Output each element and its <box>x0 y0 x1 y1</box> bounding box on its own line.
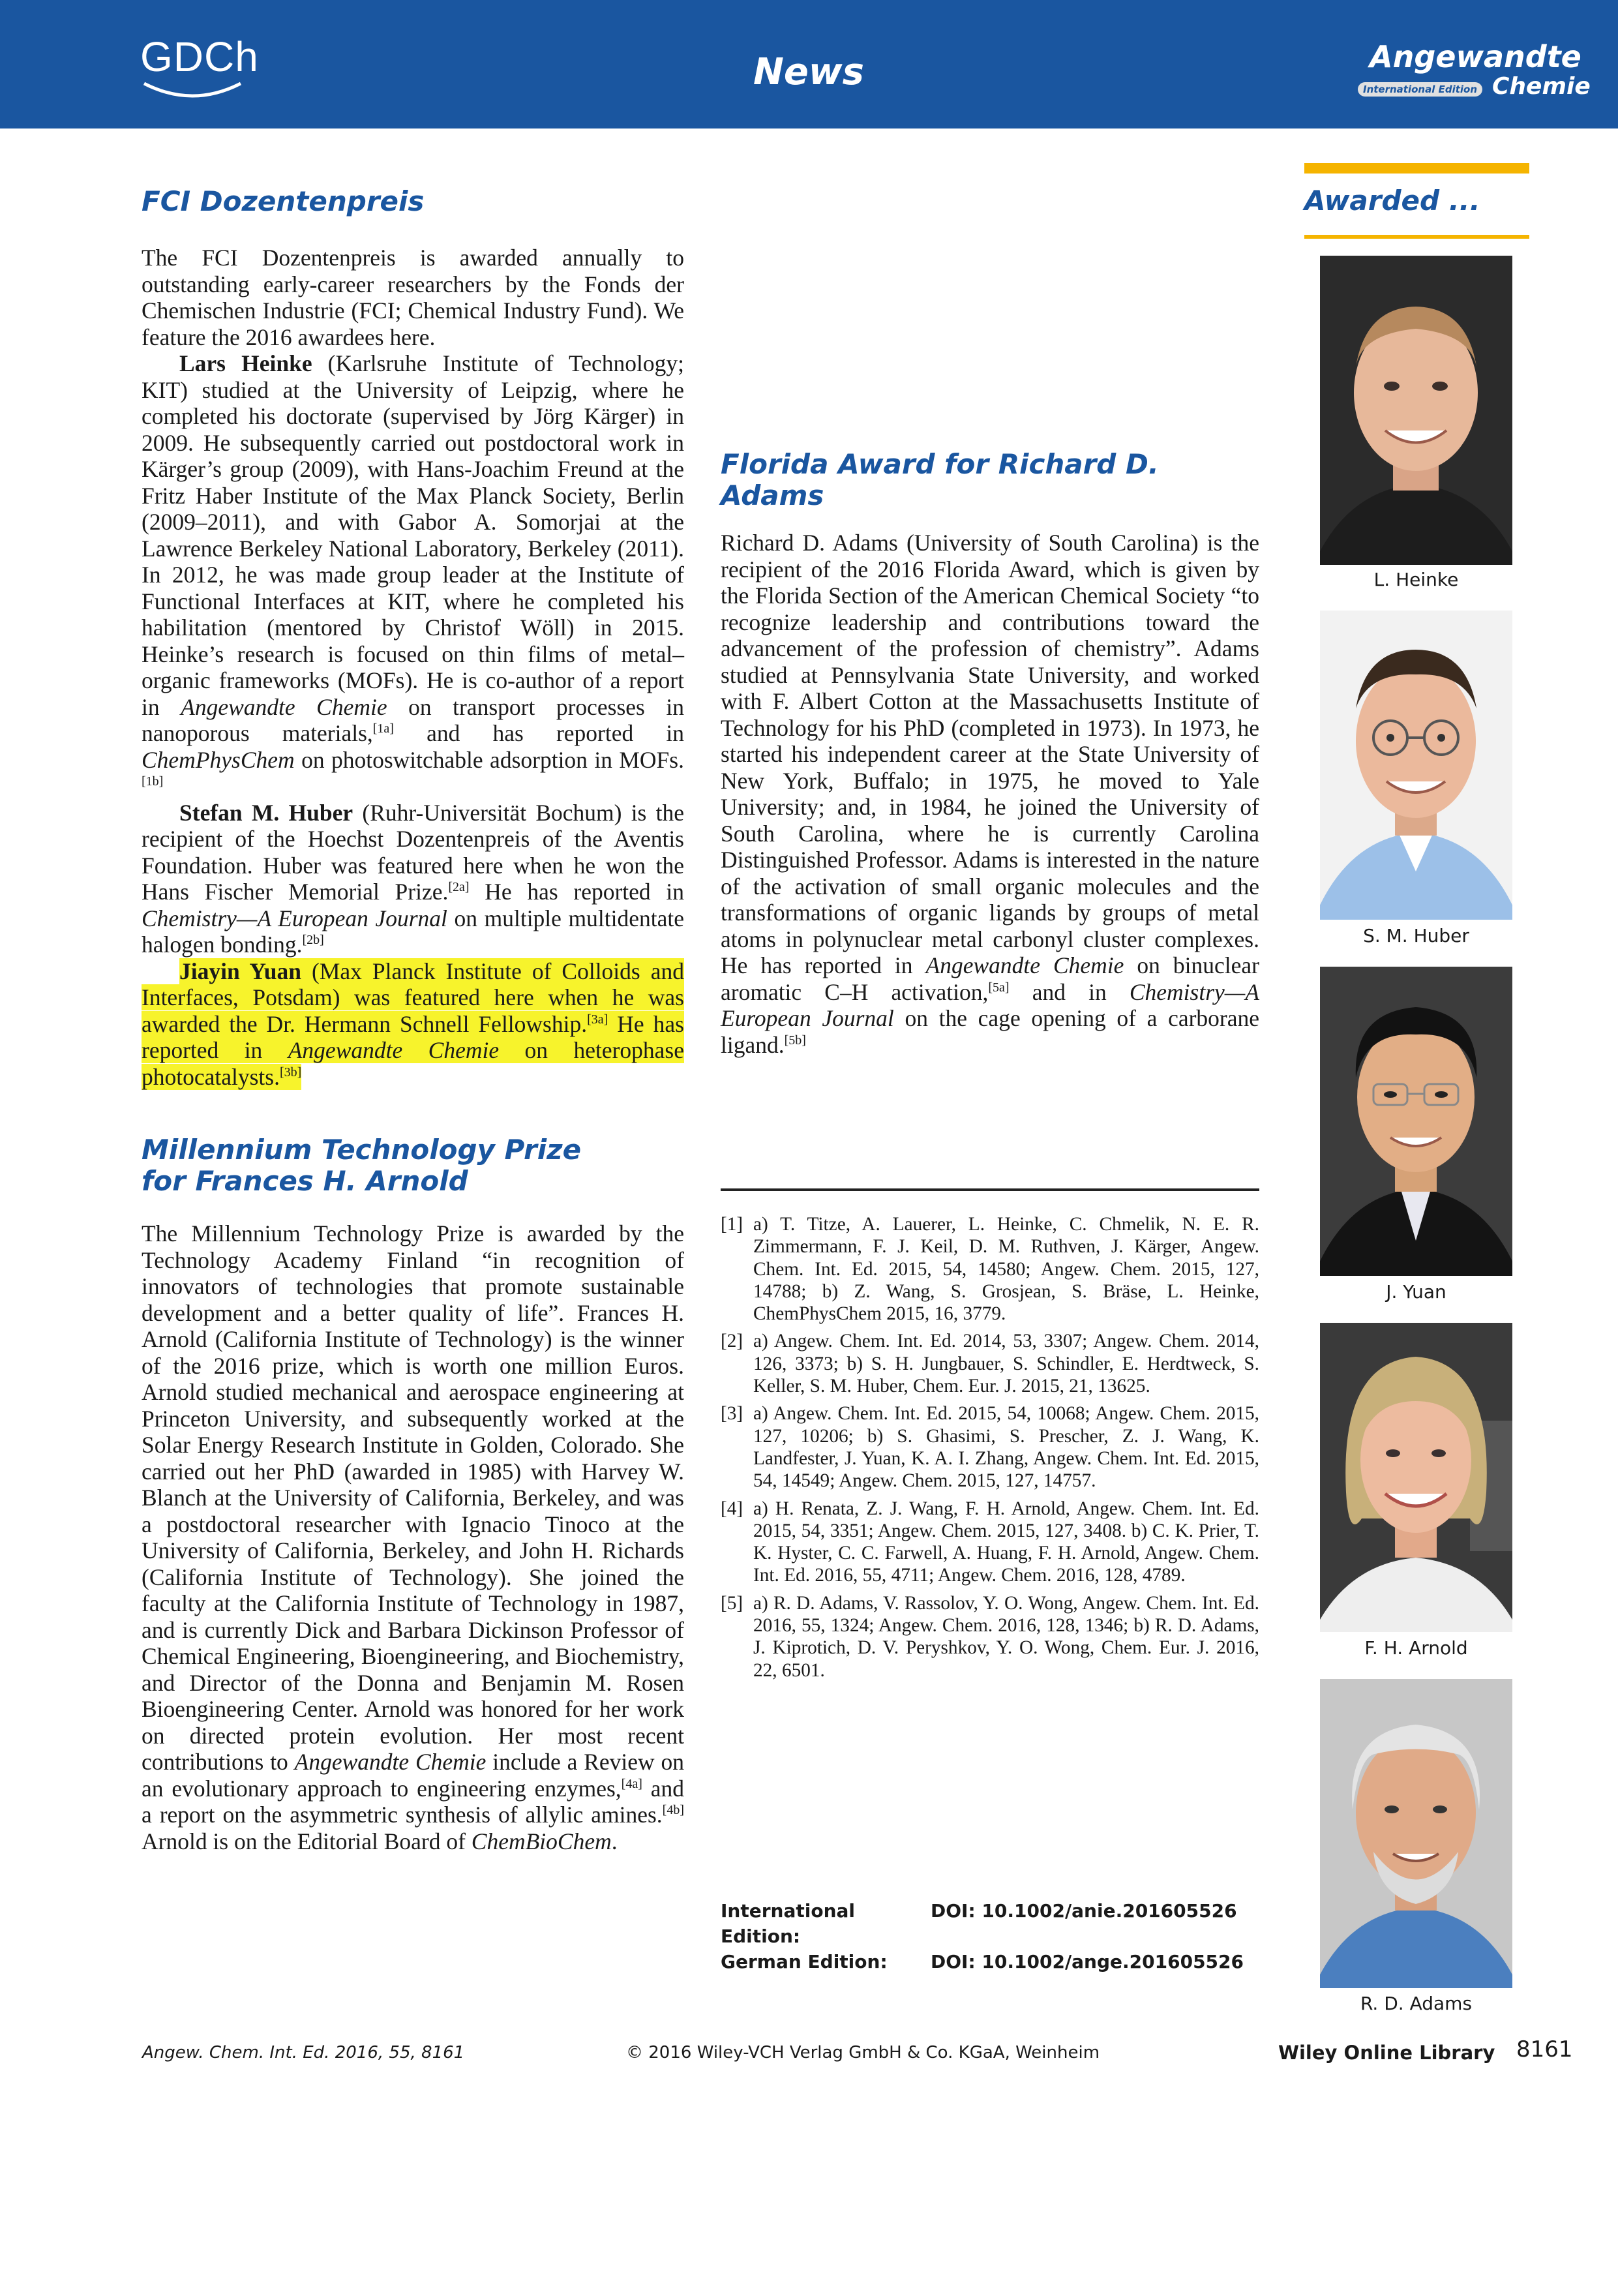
doi-german <box>721 1949 1259 1974</box>
portrait-heinke-icon <box>1320 256 1512 565</box>
huber-name: Stefan M. Huber <box>179 799 353 826</box>
fci-intro: The FCI Dozentenpreis is awarded annually to outstanding early-career researchers by the Fonds der Chemischen Industrie (FCI; Chemical Industry Fund). We feature the 2016 awardees here. <box>142 245 684 350</box>
gdch-logo-arc-icon <box>140 80 245 106</box>
yuan-paragraph <box>142 958 684 1091</box>
fci-heading: FCI Dozentenpreis <box>142 185 425 217</box>
heinke-name: Lars Heinke <box>179 350 312 376</box>
gdch-logo-text: GDCh <box>140 33 259 80</box>
heinke-text-a: (Karlsruhe Institute of Technology; KIT) studied at the University of Leipzig, where he completed his doctorate (supervised by Jörg Kärger) in 2009. He subsequently carried out postdoctoral work in Kärger’s group (2009), with Hans-Joachim Freund at the Fritz Haber Institute of the Max Planck Society, Berlin (2009–2011), and with Gabor A. Somorjai at the Lawrence Berkeley National Laboratory, Berkeley (2011). In 2012, he was made group leader at the Institute of Functional Interfaces at KIT, where he completed his habilitation (mentored by Christof Wöll) in 2015. Heinke’s research is focused on thin films of metal–organic frameworks (MOFs). He is co-author of a report in <box>142 350 684 720</box>
millennium-text-c: and a report on the asymmetric synthesis of allylic amines. <box>142 1775 684 1828</box>
caption-adams: R. D. Adams <box>1360 1993 1473 2014</box>
reference-number: [1] <box>721 1214 743 1235</box>
gdch-logo <box>140 33 259 106</box>
doi-intl-value[interactable]: DOI: 10.1002/anie.201605526 <box>931 1900 1237 1922</box>
ref-5a: [5a] <box>988 980 1010 995</box>
angewandte-logo <box>1356 39 1591 104</box>
reference-text: a) H. Renata, Z. J. Wang, F. H. Arnold, Angew. Chem. Int. Ed. 2015, 54, 3351; Angew. Chem. 2015, 127, 3408. b) C. K. Prier, T. K. Hyster, C. C. Farwell, A. Huang, F. H. Arnold, Angew. Chem. Int. Ed. 2016, 55, 4711; Angew. Chem. 2016, 128, 4789. <box>753 1498 1259 1586</box>
ref-1a: [1a] <box>372 721 394 736</box>
florida-journal-1: Angewandte Chemie <box>925 952 1124 978</box>
heinke-journal-1: Angewandte Chemie <box>181 693 387 720</box>
doi-german-value[interactable]: DOI: 10.1002/ange.201605526 <box>931 1951 1244 1972</box>
yuan-text-b: He has reported in <box>142 1010 684 1063</box>
ref-4a: [4a] <box>621 1776 642 1791</box>
column-left <box>142 186 684 1854</box>
millennium-text-e: . <box>611 1828 618 1854</box>
yuan-highlight <box>142 958 684 1090</box>
florida-paragraph <box>721 530 1259 1058</box>
florida-text-b: on binuclear aromatic C–H activation, <box>721 952 1259 1005</box>
caption-arnold: F. H. Arnold <box>1364 1637 1468 1659</box>
huber-paragraph <box>142 800 684 958</box>
portrait-huber-icon <box>1320 611 1512 920</box>
footer-citation: Angew. Chem. Int. Ed. 2016, 55, 8161 <box>142 2043 465 2062</box>
references-divider <box>721 1188 1259 1191</box>
heinke-paragraph <box>142 350 684 800</box>
yuan-journal-1: Angewandte Chemie <box>288 1037 500 1063</box>
reference-number: [4] <box>721 1498 743 1519</box>
doi-intl-label: International Edition: <box>721 1900 856 1947</box>
caption-huber: S. M. Huber <box>1363 925 1469 946</box>
column-middle <box>721 449 1259 1058</box>
millennium-text-b: include a Review on an evolutionary approach to engineering enzymes, <box>142 1749 684 1802</box>
photo-huber <box>1320 611 1512 920</box>
photo-heinke <box>1320 256 1512 565</box>
ref-4b: [4b] <box>662 1803 684 1817</box>
huber-text-b: He has reported in <box>469 879 684 905</box>
doi-block <box>721 1898 1259 1974</box>
footer-wiley-online-library[interactable]: Wiley Online Library <box>1278 2042 1495 2064</box>
ref-3b: [3b] <box>279 1065 302 1080</box>
reference-number: [2] <box>721 1331 743 1352</box>
reference-text: a) Angew. Chem. Int. Ed. 2015, 54, 10068; Angew. Chem. 2015, 127, 10206; b) S. Ghasimi, S. Prescher, Z. J. Wang, K. Landfester, J. Yuan, K. A. I. Zhang, Angew. Chem. Int. Ed. 2015, 54, 14549; Angew. Chem. 2015, 127, 14757. <box>753 1403 1259 1492</box>
yuan-text-a: (Max Planck Institute of Colloids and Interfaces, Potsdam) was featured here when he was awarded the Dr. Hermann Schnell Fellowship. <box>142 958 684 1037</box>
florida-journal-2: Chemistry—A European Journal <box>721 978 1260 1031</box>
reference-text: a) T. Titze, A. Lauerer, L. Heinke, C. Chmelik, N. E. R. Zimmermann, F. J. Keil, D. M. Ruthven, J. Kärger, Angew. Chem. Int. Ed. 2015, 54, 14580; Angew. Chem. 2015, 127, 14788; b) Z. Wang, S. Grosjean, S. Bräse, L. Heinke, ChemPhysChem 2015, 16, 3779. <box>753 1214 1259 1325</box>
millennium-heading: Millennium Technology Prize for Frances H. Arnold <box>142 1134 582 1197</box>
yuan-name: Jiayin Yuan <box>179 958 302 984</box>
reference-text: a) Angew. Chem. Int. Ed. 2014, 53, 3307; Angew. Chem. 2014, 126, 3373; b) S. H. Jungbauer, S. Schindler, E. Herdtweck, S. Keller, S. M. Huber, Chem. Eur. J. 2015, 21, 13625. <box>753 1331 1259 1397</box>
logo-line1: Angewandte <box>1370 39 1581 74</box>
portrait-adams-icon <box>1320 1679 1512 1988</box>
references-list <box>721 1213 1259 1687</box>
footer-copyright: © 2016 Wiley-VCH Verlag GmbH & Co. KGaA, Weinheim <box>626 2043 1100 2062</box>
ref-1b: [1b] <box>142 774 164 789</box>
florida-text-d: on the cage opening of a carborane ligand. <box>721 1005 1259 1058</box>
reference-number: [5] <box>721 1592 743 1614</box>
florida-text-c: and in <box>1009 978 1130 1005</box>
page-number: 8161 <box>1516 2036 1573 2062</box>
photo-yuan <box>1320 967 1512 1276</box>
heinke-text-d: on photoswitchable adsorption in MOFs. <box>294 746 684 773</box>
ref-2a: [2a] <box>448 880 470 894</box>
sidebar-bottom-bar <box>1304 235 1529 239</box>
huber-text-c: on multiple multidentate halogen bonding. <box>142 905 684 958</box>
florida-text-a: Richard D. Adams (University of South Carolina) is the recipient of the 2016 Florida Award, which is given by the Florida Section of the American Chemical Society “to recognize leadership and contributions toward the advancement of the profession of chemistry”. Adams studied at Pennsylvania State University, and worked with F. Albert Cotton at the Massachusetts Institute of Technology for his PhD (completed in 1973). In 1973, he started his independent career at the State University of New York, Buffalo; in 1975, he moved to Yale University; and, in 1984, he joined the University of South Carolina, where he is currently Carolina Distinguished Professor. Adams is interested in the nature of the activation of small organic molecules and the transformations of organic ligands by groups of metal atoms in polynuclear metal carbonyl cluster complexes. He has reported in <box>721 530 1259 978</box>
portrait-arnold-icon <box>1320 1323 1512 1632</box>
reference-item <box>721 1213 1259 1325</box>
reference-text: a) R. D. Adams, V. Rassolov, Y. O. Wong, Angew. Chem. Int. Ed. 2016, 55, 1324; Angew. Chem. 2016, 128, 1346; b) R. D. Adams, J. Kiprotich, D. V. Peryshkov, Y. O. Wong, Chem. Eur. J. 2016, 22, 6501. <box>753 1592 1259 1681</box>
logo-line2: Chemie <box>1492 73 1591 100</box>
millennium-paragraph <box>142 1220 684 1854</box>
heinke-text-b: on transport processes in nanoporous materials, <box>142 693 684 746</box>
reference-item <box>721 1330 1259 1397</box>
yuan-text-c: on heterophase photocatalysts. <box>142 1037 684 1090</box>
doi-german-label: German Edition: <box>721 1951 888 1972</box>
florida-heading: Florida Award for Richard D. Adams <box>721 448 1159 511</box>
heinke-text-c: and has reported in <box>393 720 684 746</box>
ref-5b: [5b] <box>784 1033 806 1048</box>
millennium-journal-2: ChemBioChem <box>471 1828 612 1854</box>
reference-number: [3] <box>721 1403 743 1425</box>
ref-2b: [2b] <box>302 933 324 947</box>
ref-3a: [3a] <box>587 1012 608 1027</box>
reference-item <box>721 1402 1259 1492</box>
doi-international <box>721 1898 1259 1949</box>
section-title: News <box>753 51 864 93</box>
sidebar-top-bar <box>1304 163 1529 174</box>
journal-header-bar <box>0 0 1618 128</box>
portrait-yuan-icon <box>1320 967 1512 1276</box>
caption-yuan: J. Yuan <box>1386 1281 1446 1303</box>
reference-item <box>721 1592 1259 1682</box>
millennium-journal-1: Angewandte Chemie <box>294 1749 487 1775</box>
huber-journal-1: Chemistry—A European Journal <box>142 905 447 931</box>
millennium-text-a: The Millennium Technology Prize is awarded by the Technology Academy Finland “in recognition of innovators of technologies that promote sustainable development and a better quality of life”. Frances H. Arnold (California Institute of Technology) is the winner of the 2016 prize, which is worth one million Euros. Arnold studied mechanical and aerospace engineering at Princeton University, and subsequently worked at the Solar Energy Research Institute in Golden, Colorado. She carried out her PhD (awarded in 1985) with Harvey W. Blanch at the University of California, Berkeley, and was a postdoctoral researcher with Ignacio Tinoco at the University of California, Berkeley, and John H. Richards (California Institute of Technology). She joined the faculty at the California Institute of Technology in 1987, and is currently Dick and Barbara Dickinson Professor of Chemical Engineering, Bioengineering, and Biochemistry, and Director of the Donna and Benjamin M. Rosen Bioengineering Center. Arnold was honored for her work on directed protein evolution. Her most recent contributions to <box>142 1220 684 1775</box>
millennium-text-d: Arnold is on the Editorial Board of <box>142 1828 472 1854</box>
photo-arnold <box>1320 1323 1512 1632</box>
huber-text-a: (Ruhr-Universität Bochum) is the recipient of the Hoechst Dozentenpreis of the Aventis Foundation. Huber was featured here when he won the Hans Fischer Memorial Prize. <box>142 799 684 905</box>
caption-heinke: L. Heinke <box>1373 569 1459 590</box>
reference-item <box>721 1498 1259 1587</box>
photo-adams <box>1320 1679 1512 1988</box>
logo-edition: International Edition <box>1358 82 1482 97</box>
heinke-journal-2: ChemPhysChem <box>142 746 295 773</box>
sidebar-title: Awarded ... <box>1304 185 1480 217</box>
